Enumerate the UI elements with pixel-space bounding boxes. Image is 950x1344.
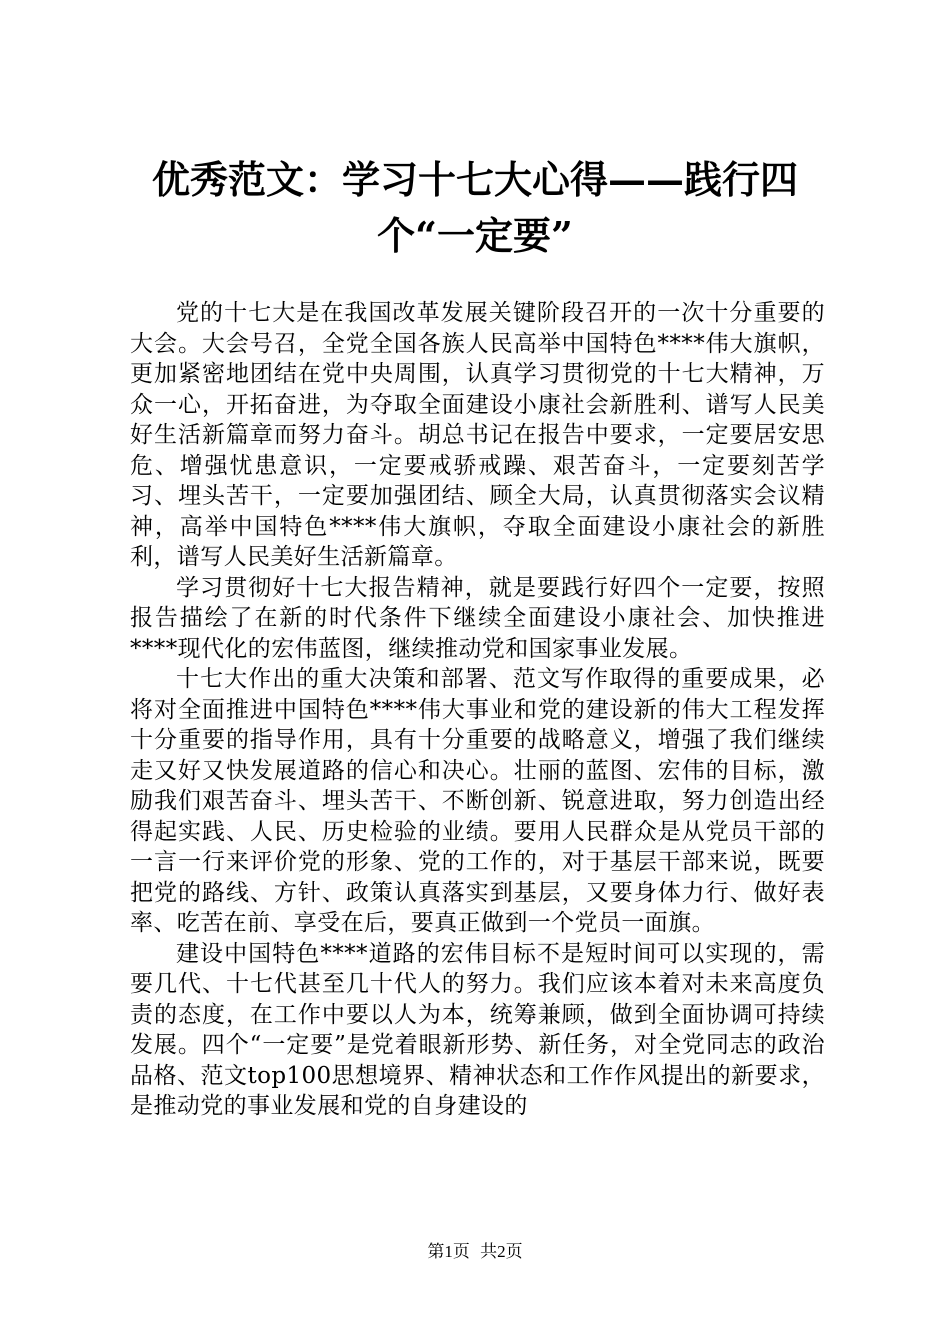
page-footer: [0, 1240, 950, 1264]
document-title: 优秀范文：学习十七大心得——践行四个“一定要”: [151, 157, 798, 258]
document-body: [130, 298, 825, 1122]
paragraph: 建设中国特色****道路的宏伟目标不是短时间可以实现的，需要几代、十七代甚至几十代人的努力。我们应该本着对未来高度负责的态度，在工作中要以人为本，统筹兼顾，做到全面协调可持续发展。四个“一定要”是党着眼新形势、新任务，对全党同志的政治品格、范文top100思想境界、精神状态和工作作风提出的新要求，是推动党的事业发展和党的自身建设的: [130, 940, 825, 1119]
page-number: 第1页: [427, 1242, 470, 1261]
paragraph: 十七大作出的重大决策和部署、范文写作取得的重要成果，必将对全面推进中国特色****伟大事业和党的建设新的伟大工程发挥十分重要的指导作用，具有十分重要的战略意义，增强了我们继续走又好又快发展道路的信心和决心。壮丽的蓝图、宏伟的目标，激励我们艰苦奋斗、埋头苦干、不断创新、锐意进取，努力创造出经得起实践、人民、历史检验的业绩。要用人民群众是从党员干部的一言一行来评价党的形象、党的工作的，对于基层干部来说，既要把党的路线、方针、政策认真落实到基层，又要身体力行、做好表率、吃苦在前、享受在后，要真正做到一个党员一面旗。: [130, 666, 825, 936]
paragraph: 党的十七大是在我国改革发展关键阶段召开的一次十分重要的大会。大会号召，全党全国各族人民高举中国特色****伟大旗帜，更加紧密地团结在党中央周围，认真学习贯彻党的十七大精神，万众一心，开拓奋进，为夺取全面建设小康社会新胜利、谱写人民美好生活新篇章而努力奋斗。胡总书记在报告中要求，一定要居安思危、增强忧患意识，一定要戒骄戒躁、艰苦奋斗，一定要刻苦学习、埋头苦干，一定要加强团结、顾全大局，认真贯彻落实会议精神，高举中国特色****伟大旗帜，夺取全面建设小康社会的新胜利，谱写人民美好生活新篇章。: [130, 300, 825, 570]
paragraph: 学习贯彻好十七大报告精神，就是要践行好四个一定要，按照报告描绘了在新的时代条件下继续全面建设小康社会、加快推进****现代化的宏伟蓝图，继续推动党和国家事业发展。: [130, 574, 825, 662]
total-pages: 共2页: [480, 1242, 523, 1261]
